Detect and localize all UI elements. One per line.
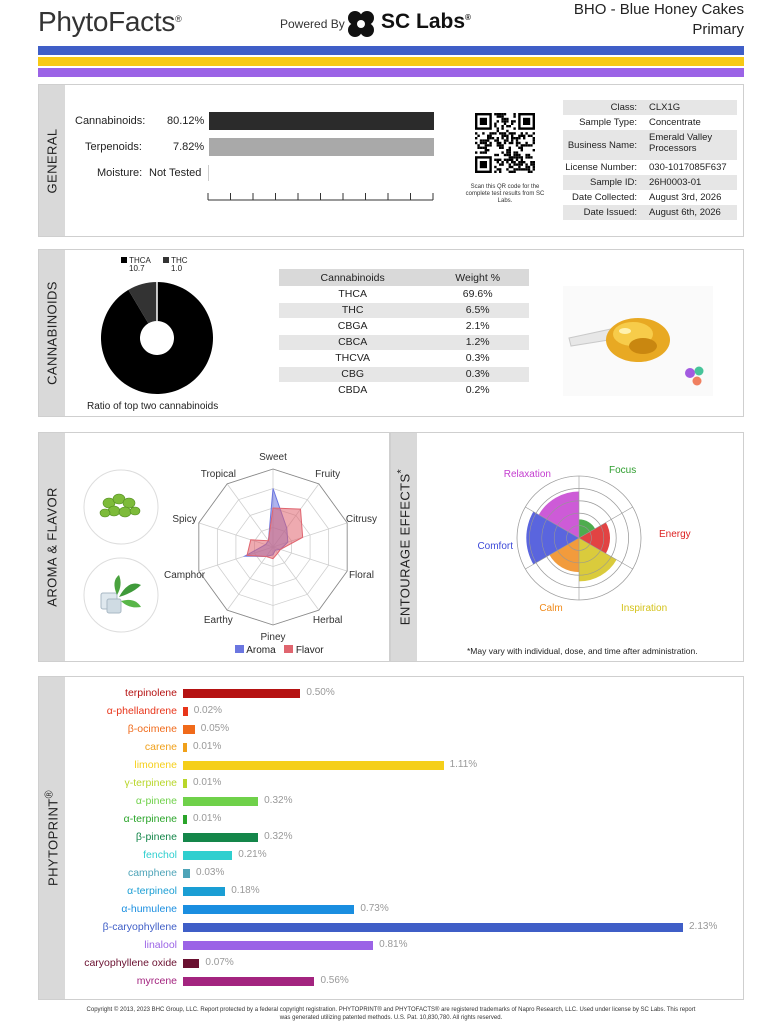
cannabinoids-title: CANNABINOIDS — [44, 281, 60, 385]
terpene-label: α-humulene — [121, 903, 177, 915]
terpene-value: 0.02% — [193, 705, 223, 716]
info-value: CLX1G — [649, 102, 681, 113]
effect-label: Energy — [659, 529, 691, 540]
cannabinoids-bar — [209, 112, 434, 130]
terpene-bar — [183, 725, 195, 734]
terpene-value: 0.07% — [205, 957, 234, 968]
radar-axis-label: Sweet — [259, 452, 287, 463]
terpene-label: α-terpinene — [123, 813, 177, 825]
radar-axis-label: Tropical — [200, 469, 236, 481]
terpene-bar — [183, 761, 444, 770]
radar-axis-label: Citrusy — [345, 514, 378, 526]
terpene-label: caryophyllene oxide — [84, 957, 177, 969]
terpenoids-bar — [209, 138, 434, 156]
effect-label: Focus — [609, 465, 637, 476]
info-value: 26H0003-01 — [649, 177, 702, 188]
terpene-value: 0.01% — [193, 741, 222, 752]
legend-swatch-aroma — [235, 645, 244, 653]
terpene-label: β-caryophyllene — [102, 921, 177, 933]
stripe-blue — [38, 46, 744, 55]
terpene-value: 0.01% — [193, 813, 222, 824]
terpene-bar — [183, 923, 683, 932]
legend-name-thca: THCA — [129, 256, 151, 265]
cannabinoid-name: CBCA — [279, 334, 426, 350]
terpene-bar — [183, 815, 187, 824]
terpenoids-label: Terpenoids: — [85, 141, 142, 153]
terpene-bar — [183, 797, 258, 806]
general-title: GENERAL — [44, 128, 60, 193]
radar-axis-label: Piney — [260, 632, 286, 643]
terpene-label: carene — [144, 741, 177, 753]
aroma-sidebar — [39, 433, 65, 661]
thc-ratio-donut — [99, 280, 215, 396]
legend-name-thc: THC — [171, 256, 188, 265]
entourage-effects-chart — [431, 443, 743, 633]
cannabinoid-name: THC — [279, 302, 426, 318]
cannabinoids-value: 80.12% — [167, 115, 205, 127]
info-key: Business Name: — [567, 140, 637, 151]
terpene-bar — [183, 779, 187, 788]
terpene-value: 0.56% — [320, 975, 349, 986]
phytoprint-title: PHYTOPRINT® — [43, 790, 61, 886]
phytoprint-sidebar — [39, 677, 65, 999]
terpene-label: β-pinene — [135, 831, 177, 843]
terpene-value: 0.18% — [231, 885, 260, 896]
info-key: Class: — [610, 102, 637, 113]
col-weight: Weight % — [426, 269, 529, 286]
terpene-label: linalool — [144, 939, 177, 951]
table-row — [279, 318, 529, 334]
terpene-bar — [183, 941, 373, 950]
table-row — [279, 334, 529, 350]
effect-label: Inspiration — [621, 603, 668, 614]
cannabinoid-weight: 6.5% — [426, 302, 529, 318]
flavor-series — [247, 508, 303, 559]
effect-label: Relaxation — [503, 469, 551, 480]
legend-swatch-flavor — [284, 645, 293, 653]
terpene-bar — [183, 689, 300, 698]
effect-label: Calm — [539, 603, 563, 614]
cannabinoid-weight: 0.3% — [426, 350, 529, 366]
info-key: Date Issued: — [583, 207, 637, 218]
legend-label-flavor: Flavor — [295, 645, 324, 656]
donut-legend-thca — [121, 257, 151, 273]
terpenoids-value: 7.82% — [173, 141, 205, 153]
cannabinoid-name: CBGA — [279, 318, 426, 334]
terpene-label: limonene — [134, 759, 177, 771]
terpene-bar — [183, 977, 314, 986]
sc-labs-name: SC Labs® — [381, 10, 471, 33]
terpene-value: 2.13% — [689, 921, 718, 932]
info-key: Sample ID: — [590, 177, 637, 188]
powered-by-label: Powered By — [280, 17, 345, 31]
terpene-value: 0.21% — [238, 849, 267, 860]
terpene-label: camphene — [127, 867, 177, 879]
general-section — [38, 84, 744, 237]
cannabinoid-name: THCVA — [279, 350, 426, 366]
terpene-value: 0.73% — [360, 903, 389, 914]
terpene-value: 0.05% — [200, 723, 230, 734]
cannabinoid-table — [279, 269, 529, 399]
cannabinoids-section — [38, 249, 744, 417]
aroma-flavor-radar — [161, 451, 391, 661]
table-row — [279, 382, 529, 398]
info-row — [563, 205, 737, 220]
terpene-value: 0.81% — [379, 939, 408, 950]
stripe-yellow — [38, 57, 744, 66]
moisture-bar-empty — [208, 165, 209, 181]
radar-axis-label: Camphor — [163, 569, 206, 581]
product-photo — [563, 286, 713, 396]
cannabinoid-weight: 0.2% — [426, 382, 529, 398]
terpene-bar — [183, 707, 188, 716]
terpene-label: α-phellandrene — [106, 705, 177, 717]
terpene-label: γ-terpinene — [124, 777, 177, 789]
entourage-section — [390, 432, 744, 662]
cannabinoid-weight: 0.3% — [426, 366, 529, 382]
table-row — [279, 302, 529, 318]
cannabinoid-name: CBDA — [279, 382, 426, 398]
info-value: Emerald Valley Processors — [649, 132, 713, 154]
phytofacts-logo: PhytoFacts® — [38, 6, 182, 37]
terpene-bar — [183, 869, 190, 878]
info-row — [563, 160, 737, 175]
info-row — [563, 100, 737, 115]
terpene-value: 0.50% — [306, 687, 335, 698]
product-subtitle: Primary — [692, 21, 744, 38]
radar-axis-label: Spicy — [172, 514, 197, 526]
info-row — [563, 175, 737, 190]
terpene-value: 0.01% — [193, 777, 222, 788]
moisture-value: Not Tested — [149, 167, 202, 179]
cannabinoid-name: THCA — [279, 286, 426, 302]
footer-copyright — [38, 1006, 744, 1022]
legend-swatch-thca — [121, 257, 127, 263]
percent-scale — [207, 190, 439, 204]
aroma-flavor-title: AROMA & FLAVOR — [44, 487, 60, 607]
terpene-bar — [183, 887, 225, 896]
terpene-bar — [183, 905, 354, 914]
radar-axis-label: Floral — [348, 569, 374, 581]
cannabinoids-sidebar — [39, 250, 65, 416]
radar-axis-label: Fruity — [315, 469, 341, 481]
cannabinoid-weight: 2.1% — [426, 318, 529, 334]
radar-axis-label: Earthy — [203, 614, 233, 626]
phytoprint-section — [38, 676, 744, 1000]
product-name: BHO - Blue Honey Cakes — [573, 1, 744, 18]
radar-axis-label: Herbal — [312, 614, 343, 626]
info-value: 030-1017085F637 — [649, 162, 727, 173]
table-row — [279, 350, 529, 366]
terpene-label: fenchol — [143, 849, 177, 861]
info-row — [563, 115, 737, 130]
legend-label-aroma: Aroma — [246, 645, 276, 656]
cannabinoids-label: Cannabinoids: — [75, 115, 146, 127]
qr-caption: Scan this QR code for the complete test results from SC Labs. — [465, 184, 545, 204]
legend-value-thca: 10.7 — [129, 264, 145, 273]
footer-line-1: Copyright © 2013, 2023 BHC Group, LLC. Report protected by a federal copyright registration. PHYTOPRINT® and PHYTOFACTS® are registered trademarks of Napro Research, LLC. Used under license by SC Labs. This report — [86, 1007, 696, 1013]
cannabinoid-weight: 69.6% — [426, 286, 529, 302]
moisture-label: Moisture: — [97, 167, 143, 179]
donut-caption: Ratio of top two cannabinoids — [87, 401, 219, 412]
table-row — [279, 366, 529, 382]
cannabinoid-weight: 1.2% — [426, 334, 529, 350]
entourage-sidebar — [391, 433, 417, 661]
terpene-label: α-terpineol — [127, 885, 177, 897]
radar-legend — [235, 645, 324, 656]
mint-ice-image — [83, 557, 159, 633]
footer-line-2: was generated utilizing patented methods. U.S. Pat. 10,830,780. All rights reserved. — [279, 1015, 503, 1021]
terpene-bar — [183, 959, 199, 968]
info-value: August 6th, 2026 — [649, 207, 721, 218]
terpene-label: myrcene — [136, 975, 177, 987]
terpene-value: 0.32% — [264, 795, 293, 806]
terpene-label: α-pinene — [135, 795, 177, 807]
legend-value-thc: 1.0 — [171, 264, 183, 273]
terpene-value: 0.03% — [196, 867, 225, 878]
info-key: Sample Type: — [579, 117, 637, 128]
qr-code[interactable] — [475, 113, 535, 173]
terpene-label: terpinolene — [125, 687, 177, 699]
info-row — [563, 190, 737, 205]
terpene-bar — [183, 851, 232, 860]
entourage-title: ENTOURAGE EFFECTS* — [395, 468, 413, 626]
info-row — [563, 130, 737, 160]
stripe-purple — [38, 68, 744, 77]
col-cannabinoids: Cannabinoids — [279, 269, 426, 286]
info-value: August 3rd, 2026 — [649, 192, 722, 203]
general-sidebar — [39, 85, 65, 236]
info-value: Concentrate — [649, 117, 701, 128]
entourage-note: *May vary with individual, dose, and time after administration. — [467, 646, 698, 656]
table-row — [279, 286, 529, 302]
donut-legend-thc — [163, 257, 188, 273]
hops-image — [83, 469, 159, 545]
terpene-value: 1.11% — [449, 759, 478, 770]
info-key: License Number: — [565, 162, 637, 173]
info-key: Date Collected: — [572, 192, 637, 203]
terpene-label: β-ocimene — [127, 723, 177, 735]
terpene-bar — [183, 743, 187, 752]
cannabinoid-name: CBG — [279, 366, 426, 382]
terpene-bar — [183, 833, 258, 842]
sc-labs-logo-icon — [345, 9, 377, 39]
product-title — [574, 0, 744, 40]
terpene-value: 0.32% — [264, 831, 293, 842]
effect-label: Comfort — [477, 541, 513, 552]
aroma-flavor-section — [38, 432, 390, 662]
legend-swatch-thc — [163, 257, 169, 263]
